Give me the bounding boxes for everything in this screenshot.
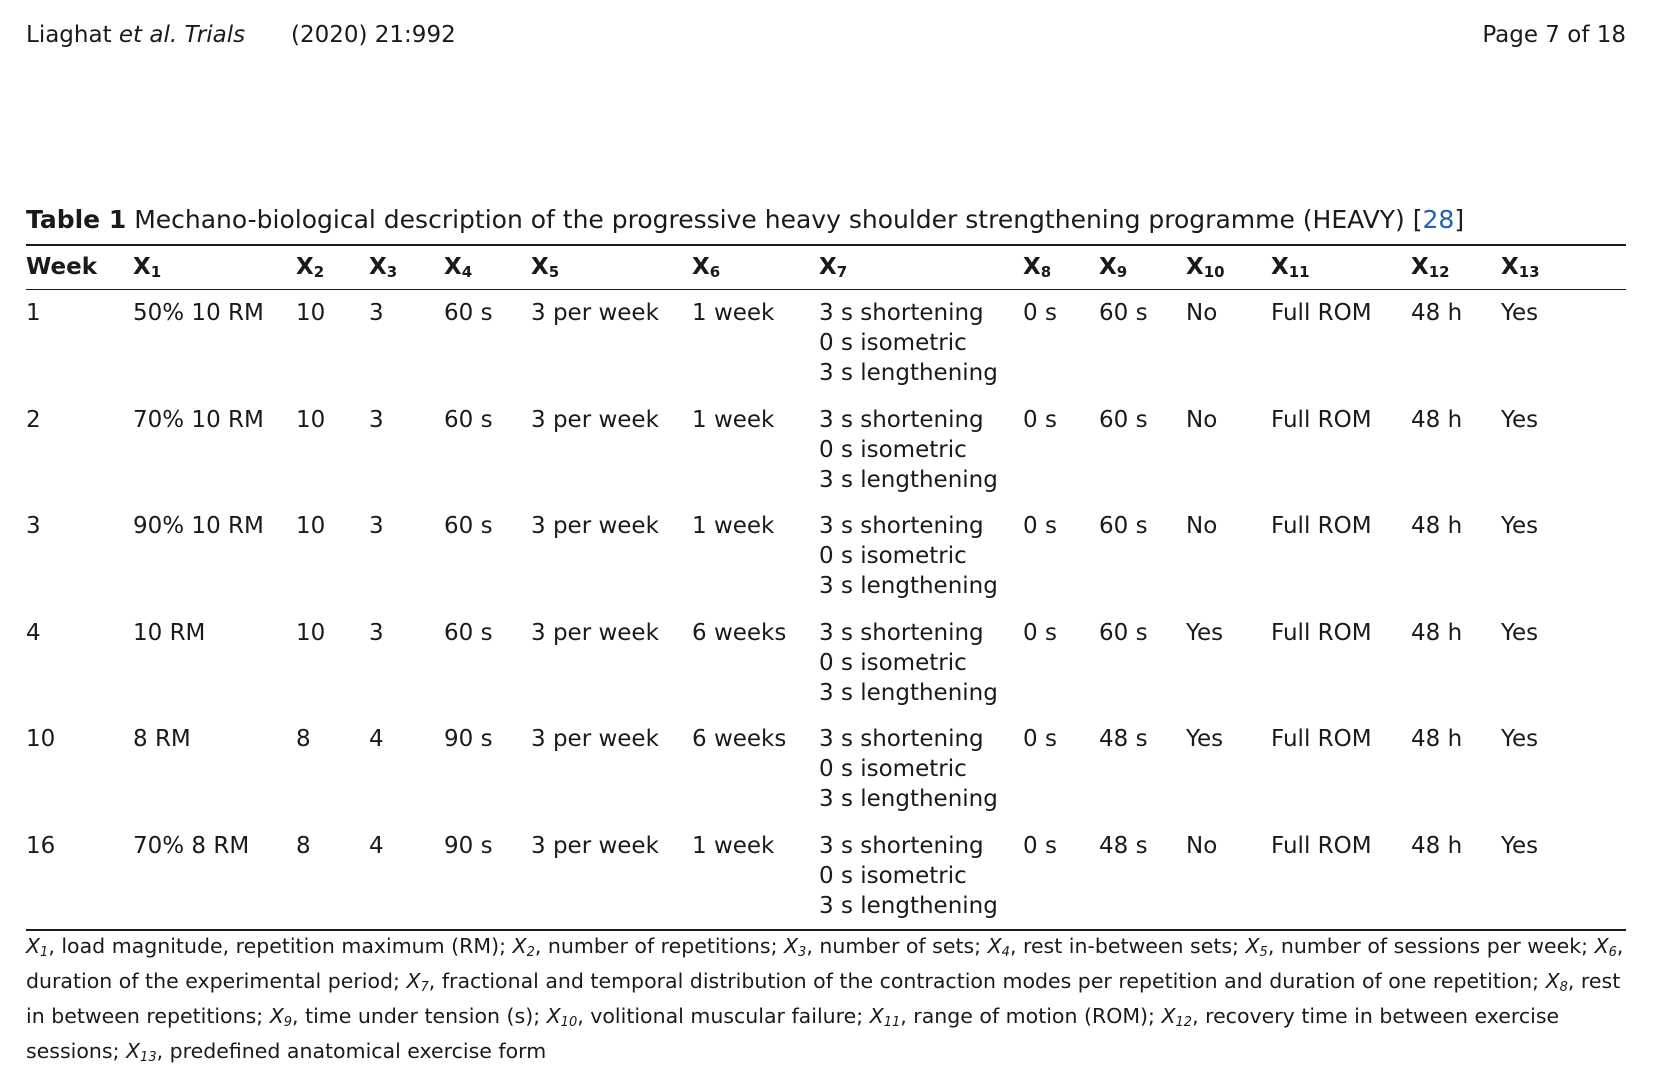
column-header-x3: $X_3$ [369, 254, 398, 281]
running-header [26, 22, 1626, 56]
cell-x4: 90 s [444, 832, 493, 859]
table-row [26, 716, 1626, 823]
cell-line: 3 s lengthening [819, 573, 998, 599]
cell-x5: 3 per week [531, 406, 659, 433]
cell-x4: 60 s [444, 513, 493, 539]
cell-line: 3 s lengthening [819, 679, 998, 706]
volume-info: (2020) 21:992 [291, 22, 456, 48]
journal-name: Trials [184, 22, 246, 48]
cell-x5: 3 per week [531, 300, 659, 326]
cell-x4: 60 s [444, 406, 493, 433]
cell-x9: 60 s [1099, 513, 1148, 539]
column-header-x9: $X_9$ [1099, 254, 1128, 281]
cell-x11: Full ROM [1271, 726, 1372, 752]
cell-x3: 4 [369, 832, 384, 859]
cell-x8: 0 s [1023, 406, 1057, 433]
cell-x9: 60 s [1099, 619, 1148, 646]
table-row [26, 823, 1626, 930]
table-row [26, 397, 1626, 504]
cell-x4: 60 s [444, 300, 493, 326]
cell-x6: 6 weeks [692, 726, 787, 752]
column-header-x4: $X_4$ [444, 254, 473, 281]
citation [26, 22, 245, 48]
reference-link[interactable]: 28 [1422, 205, 1455, 234]
cell-x12: 48 h [1411, 832, 1463, 859]
cell-x10: No [1186, 300, 1218, 326]
cell-x5: 3 per week [531, 513, 659, 539]
cell-x4: 90 s [444, 726, 493, 752]
cell-line: 0 s isometric [819, 649, 967, 676]
table-body [26, 290, 1626, 929]
table-row [26, 503, 1626, 610]
cell-x13: Yes [1501, 406, 1539, 433]
cell-x7 [819, 298, 998, 388]
cell-x12: 48 h [1411, 406, 1463, 433]
table-row [26, 610, 1626, 717]
cell-week: 4 [26, 619, 41, 646]
column-header-x2: $X_2$ [296, 254, 325, 281]
cell-line: 0 s isometric [819, 862, 967, 889]
cell-x3: 3 [369, 300, 384, 326]
cell-x4: 60 s [444, 619, 493, 646]
cell-x3: 3 [369, 619, 384, 646]
page-number: Page 7 of 18 [1482, 22, 1626, 48]
cell-x2: 10 [296, 513, 326, 539]
cell-line: 3 s shortening [819, 300, 984, 326]
cell-x5: 3 per week [531, 726, 659, 752]
column-header-x6: $X_6$ [692, 254, 721, 281]
cell-x3: 3 [369, 513, 384, 539]
cell-line: 3 s shortening [819, 726, 984, 752]
cell-x5: 3 per week [531, 832, 659, 859]
cell-line: 3 s shortening [819, 832, 984, 859]
cell-x8: 0 s [1023, 619, 1057, 646]
cell-x7 [819, 511, 998, 601]
cell-x8: 0 s [1023, 832, 1057, 859]
cell-x10: No [1186, 832, 1218, 859]
column-header-x1: $X_1$ [133, 254, 162, 281]
cell-x3: 3 [369, 406, 384, 433]
caption-text: Mechano-biological description of the progressive heavy shoulder strengthening programme (HEAVY) [134, 205, 1405, 234]
column-header-x5: $X_5$ [531, 254, 560, 281]
cell-x7 [819, 831, 998, 921]
column-header-x12: $X_{12}$ [1411, 254, 1450, 281]
cell-week: 3 [26, 513, 41, 539]
cell-x11: Full ROM [1271, 832, 1372, 859]
cell-x6: 1 week [692, 300, 775, 326]
cell-x6: 1 week [692, 513, 775, 539]
cell-x1: 70% 8 RM [133, 832, 250, 859]
cell-x12: 48 h [1411, 300, 1463, 326]
cell-x7 [819, 618, 998, 708]
cell-x11: Full ROM [1271, 300, 1372, 326]
table-row [26, 290, 1626, 397]
cell-line: 3 s lengthening [819, 786, 998, 812]
cell-x2: 10 [296, 406, 326, 433]
cell-x1: 90% 10 RM [133, 513, 264, 539]
cell-line: 3 s shortening [819, 406, 984, 433]
caption-ref[interactable]: [28] [1412, 205, 1465, 234]
cell-x5: 3 per week [531, 619, 659, 646]
column-header-x11: $X_{11}$ [1271, 254, 1310, 281]
table-label: Table 1 [26, 205, 127, 234]
cell-x10: Yes [1186, 619, 1224, 646]
cell-x9: 48 s [1099, 726, 1148, 752]
cell-x7 [819, 724, 998, 814]
cell-x1: 70% 10 RM [133, 406, 264, 433]
table-header-row [26, 246, 1626, 289]
cell-x8: 0 s [1023, 513, 1057, 539]
cell-x6: 1 week [692, 832, 775, 859]
column-header-x10: $X_{10}$ [1186, 254, 1225, 281]
cell-x2: 10 [296, 300, 326, 326]
cell-x11: Full ROM [1271, 406, 1372, 433]
cell-x2: 8 [296, 832, 311, 859]
cell-x1: 10 RM [133, 619, 206, 646]
cell-x2: 10 [296, 619, 326, 646]
cell-x12: 48 h [1411, 513, 1463, 539]
cell-week: 16 [26, 832, 56, 859]
cell-week: 2 [26, 406, 41, 433]
cell-x13: Yes [1501, 300, 1539, 326]
cell-x2: 8 [296, 726, 311, 752]
cell-line: 0 s isometric [819, 436, 967, 463]
cell-x6: 1 week [692, 406, 775, 433]
cell-line: 3 s shortening [819, 513, 984, 539]
cell-x13: Yes [1501, 513, 1539, 539]
cell-x10: Yes [1186, 726, 1224, 752]
cell-x9: 48 s [1099, 832, 1148, 859]
cell-x11: Full ROM [1271, 619, 1372, 646]
cell-x13: Yes [1501, 619, 1539, 646]
cell-x9: 60 s [1099, 406, 1148, 433]
cell-x10: No [1186, 513, 1218, 539]
column-header-x13: $X_{13}$ [1501, 254, 1540, 281]
cell-x10: No [1186, 406, 1218, 433]
cell-x8: 0 s [1023, 300, 1057, 326]
column-header-x7: $X_7$ [819, 254, 848, 281]
cell-line: 0 s isometric [819, 330, 967, 356]
cell-line: 3 s shortening [819, 619, 984, 646]
cell-line: 3 s lengthening [819, 892, 998, 919]
cell-x6: 6 weeks [692, 619, 787, 646]
cell-x1: 8 RM [133, 726, 191, 752]
cell-line: 3 s lengthening [819, 360, 998, 386]
cell-line: 0 s isometric [819, 756, 967, 782]
cell-x3: 4 [369, 726, 384, 752]
data-table [26, 244, 1626, 931]
table-caption [26, 205, 1464, 234]
cell-line: 3 s lengthening [819, 466, 998, 493]
cell-week: 10 [26, 726, 56, 752]
cell-x12: 48 h [1411, 619, 1463, 646]
column-header-x8: $X_8$ [1023, 254, 1052, 281]
cell-x7 [819, 405, 998, 495]
author: Liaghat [26, 22, 112, 48]
column-header-week: Week [26, 254, 98, 280]
cell-x13: Yes [1501, 832, 1539, 859]
table-bottom-rule [26, 929, 1626, 931]
table-footnote: X1, load magnitude, repetition maximum (RM); X2, number of repetitions; X3, number of sets; X4, rest in-between sets; X5, number of sessions per week; X6, duration of the experimental period; X7, fractional and temporal distribution of the contraction modes per repetition and duration of one repetition; X8, rest in between repetitions; X9, time under tension (s); X10, volitional muscular failure; X11, range of motion (ROM); X12, recovery time in between exercise sessions; X13, predefined anatomical exercise form [26, 934, 1624, 1065]
cell-x9: 60 s [1099, 300, 1148, 326]
et-al: et al. [118, 22, 178, 48]
cell-x11: Full ROM [1271, 513, 1372, 539]
cell-x12: 48 h [1411, 726, 1463, 752]
cell-week: 1 [26, 300, 41, 326]
cell-line: 0 s isometric [819, 543, 967, 569]
cell-x13: Yes [1501, 726, 1539, 752]
cell-x8: 0 s [1023, 726, 1057, 752]
cell-x1: 50% 10 RM [133, 300, 264, 326]
